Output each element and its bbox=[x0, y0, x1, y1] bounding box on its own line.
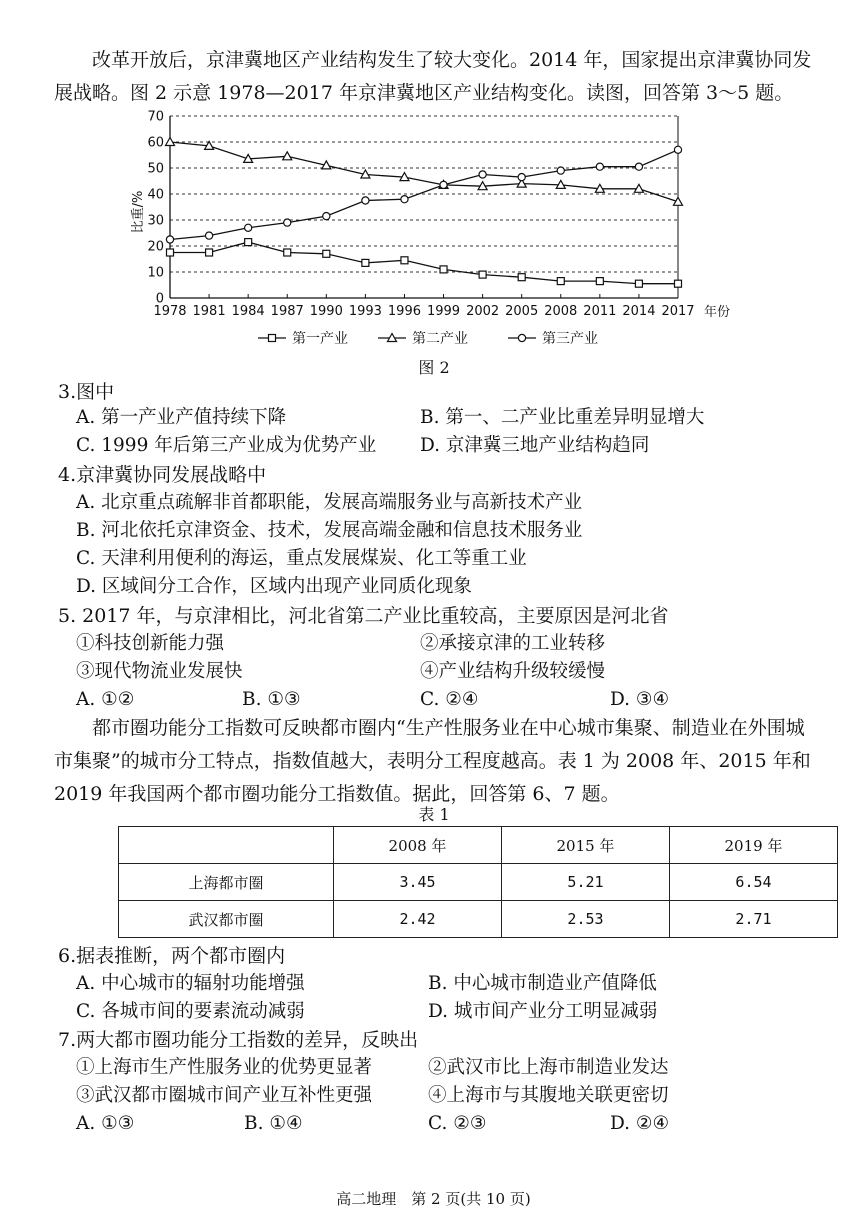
data-point bbox=[284, 249, 291, 256]
q3-stem: 3.图中 bbox=[58, 381, 115, 403]
x-tick-label: 2017 bbox=[661, 304, 695, 319]
table-cell: 2.53 bbox=[502, 901, 670, 938]
q6-option-a[interactable]: A. 中心城市的辐射功能增强 bbox=[76, 973, 305, 994]
q3-option-b[interactable]: B. 第一、二产业比重差异明显增大 bbox=[420, 407, 705, 428]
x-tick-label: 1978 bbox=[153, 304, 187, 319]
data-point bbox=[401, 257, 408, 264]
data-point bbox=[401, 196, 408, 203]
data-point bbox=[362, 197, 369, 204]
y-tick-label: 10 bbox=[147, 265, 164, 281]
q4-stem: 4.京津冀协同发展战略中 bbox=[58, 464, 267, 486]
y-tick-label: 60 bbox=[147, 135, 164, 151]
table-cell: 2.71 bbox=[669, 901, 837, 938]
table-cell: 3.45 bbox=[334, 864, 502, 901]
q5-stem: 5. 2017 年，与京津相比，河北省第二产业比重较高，主要原因是河北省 bbox=[58, 605, 669, 627]
q7-statement-4: ④上海市与其腹地关联更密切 bbox=[428, 1085, 669, 1106]
table-row bbox=[119, 901, 838, 938]
y-tick-label: 70 bbox=[147, 109, 164, 125]
legend-label: 第一产业 bbox=[292, 331, 348, 347]
series-circle bbox=[166, 146, 681, 243]
data-point bbox=[557, 278, 564, 285]
legend-item bbox=[378, 330, 468, 347]
intro-paragraph-2: 都市圈功能分工指数可反映都市圈内“生产性服务业在中心城市集聚、制造业在外围城市集聚”的城市分工特点，指数值越大，表明分工程度越高。表 1 为 2008 年、2015 年和 2019 年我国两个都市圈功能分工指数值。据此，回答第 6、7 题。 bbox=[54, 717, 811, 805]
data-point bbox=[205, 232, 212, 239]
x-tick-label: 1984 bbox=[231, 304, 265, 319]
q5-statement-1: ①科技创新能力强 bbox=[76, 633, 225, 654]
data-point bbox=[362, 259, 369, 266]
x-tick-label: 1990 bbox=[309, 304, 343, 319]
data-point bbox=[245, 224, 252, 231]
y-tick-label: 20 bbox=[147, 239, 164, 255]
y-tick-label: 0 bbox=[155, 291, 164, 307]
q4-option-d[interactable]: D. 区域间分工合作，区域内出现产业同质化现象 bbox=[76, 576, 472, 597]
q7-statement-1: ①上海市生产性服务业的优势更显著 bbox=[76, 1057, 373, 1078]
data-point bbox=[166, 138, 175, 146]
data-point bbox=[479, 271, 486, 278]
data-point bbox=[635, 163, 642, 170]
table-row bbox=[119, 864, 838, 901]
table-cell: 2.42 bbox=[334, 901, 502, 938]
data-point bbox=[206, 249, 213, 256]
x-tick-label: 2008 bbox=[544, 304, 578, 319]
q6-option-d[interactable]: D. 城市间产业分工明显减弱 bbox=[428, 1001, 658, 1022]
table-header-cell bbox=[119, 827, 334, 864]
x-tick-label: 1993 bbox=[348, 304, 382, 319]
legend-label: 第二产业 bbox=[412, 331, 468, 347]
data-point bbox=[518, 274, 525, 281]
q5-statement-4: ④产业结构升级较缓慢 bbox=[420, 661, 606, 682]
q3-option-c[interactable]: C. 1999 年后第三产业成为优势产业 bbox=[76, 435, 377, 456]
table-header-cell: 2019 年 bbox=[669, 827, 837, 864]
line-chart bbox=[120, 104, 740, 354]
q7-statement-3: ③武汉都市圈城市间产业互补性更强 bbox=[76, 1085, 373, 1106]
q3-option-a[interactable]: A. 第一产业产值持续下降 bbox=[76, 407, 287, 428]
series-triangle bbox=[166, 138, 683, 206]
y-axis-label: 比重/% bbox=[131, 190, 146, 234]
data-point bbox=[269, 335, 276, 342]
table-header-row bbox=[119, 827, 838, 864]
table-row-label: 武汉都市圈 bbox=[119, 901, 334, 938]
intro-paragraph-1: 改革开放后，京津冀地区产业结构发生了较大变化。2014 年，国家提出京津冀协同发展战略。图 2 示意 1978—2017 年京津冀地区产业结构变化。读图，回答第 3～5 题。 bbox=[54, 49, 812, 104]
data-point bbox=[518, 174, 525, 181]
q7-option-b[interactable]: B. ①④ bbox=[244, 1113, 303, 1134]
x-tick-label: 2014 bbox=[622, 304, 656, 319]
x-tick-label: 1999 bbox=[426, 304, 461, 319]
x-tick-label: 2011 bbox=[583, 304, 617, 319]
table-caption: 表 1 bbox=[418, 805, 450, 824]
q6-stem: 6.据表推断，两个都市圈内 bbox=[58, 945, 286, 967]
x-axis-label: 年份 bbox=[704, 305, 731, 320]
table-header-cell: 2015 年 bbox=[502, 827, 670, 864]
y-tick-label: 50 bbox=[147, 161, 164, 177]
q5-statement-3: ③现代物流业发展快 bbox=[76, 661, 243, 682]
legend-label: 第三产业 bbox=[542, 331, 598, 347]
data-point bbox=[596, 278, 603, 285]
q4-option-c[interactable]: C. 天津利用便利的海运，重点发展煤炭、化工等重工业 bbox=[76, 548, 527, 569]
q5-statement-2: ②承接京津的工业转移 bbox=[420, 633, 606, 654]
y-tick-label: 30 bbox=[147, 213, 164, 229]
x-tick-label: 1981 bbox=[192, 304, 226, 319]
x-tick-label: 2005 bbox=[505, 304, 539, 319]
x-tick-label: 1987 bbox=[270, 304, 304, 319]
data-point bbox=[674, 146, 681, 153]
page-footer: 高二地理 第 2 页(共 10 页) bbox=[336, 1190, 531, 1208]
data-point bbox=[167, 249, 174, 256]
table-row-label: 上海都市圈 bbox=[119, 864, 334, 901]
q7-option-c[interactable]: C. ②③ bbox=[428, 1113, 487, 1134]
q5-option-a[interactable]: A. ①② bbox=[76, 689, 135, 710]
q4-option-b[interactable]: B. 河北依托京津资金、技术，发展高端金融和信息技术服务业 bbox=[76, 520, 583, 541]
q4-option-a[interactable]: A. 北京重点疏解非首都职能，发展高端服务业与高新技术产业 bbox=[76, 492, 583, 513]
q6-option-c[interactable]: C. 各城市间的要素流动减弱 bbox=[76, 1001, 305, 1022]
data-table bbox=[118, 826, 838, 938]
x-tick-label: 2002 bbox=[466, 304, 500, 319]
q7-option-a[interactable]: A. ①③ bbox=[76, 1113, 135, 1134]
table-header-cell: 2008 年 bbox=[334, 827, 502, 864]
table-cell: 5.21 bbox=[502, 864, 670, 901]
y-tick-label: 40 bbox=[147, 187, 164, 203]
q5-option-c[interactable]: C. ②④ bbox=[420, 689, 479, 710]
data-point bbox=[323, 213, 330, 220]
legend-item bbox=[258, 330, 348, 347]
figure-caption: 图 2 bbox=[418, 358, 450, 377]
data-point bbox=[596, 163, 603, 170]
legend-item bbox=[508, 330, 598, 347]
data-point bbox=[245, 239, 252, 246]
data-point bbox=[283, 152, 292, 160]
q7-statement-2: ②武汉市比上海市制造业发达 bbox=[428, 1057, 669, 1078]
q7-stem: 7.两大都市圈功能分工指数的差异，反映出 bbox=[58, 1029, 419, 1051]
data-point bbox=[440, 181, 447, 188]
q7-option-d[interactable]: D. ②④ bbox=[610, 1113, 670, 1134]
data-point bbox=[675, 280, 682, 287]
data-point bbox=[518, 334, 525, 341]
data-point bbox=[635, 280, 642, 287]
data-point bbox=[557, 167, 564, 174]
data-point bbox=[440, 266, 447, 273]
q6-option-b[interactable]: B. 中心城市制造业产值降低 bbox=[428, 973, 657, 994]
data-point bbox=[284, 219, 291, 226]
x-tick-label: 1996 bbox=[387, 304, 422, 319]
q3-option-d[interactable]: D. 京津冀三地产业结构趋同 bbox=[420, 435, 650, 456]
q5-option-b[interactable]: B. ①③ bbox=[242, 689, 301, 710]
table-cell: 6.54 bbox=[669, 864, 837, 901]
data-point bbox=[323, 250, 330, 257]
data-point bbox=[479, 171, 486, 178]
data-point bbox=[166, 236, 173, 243]
q5-option-d[interactable]: D. ③④ bbox=[610, 689, 670, 710]
